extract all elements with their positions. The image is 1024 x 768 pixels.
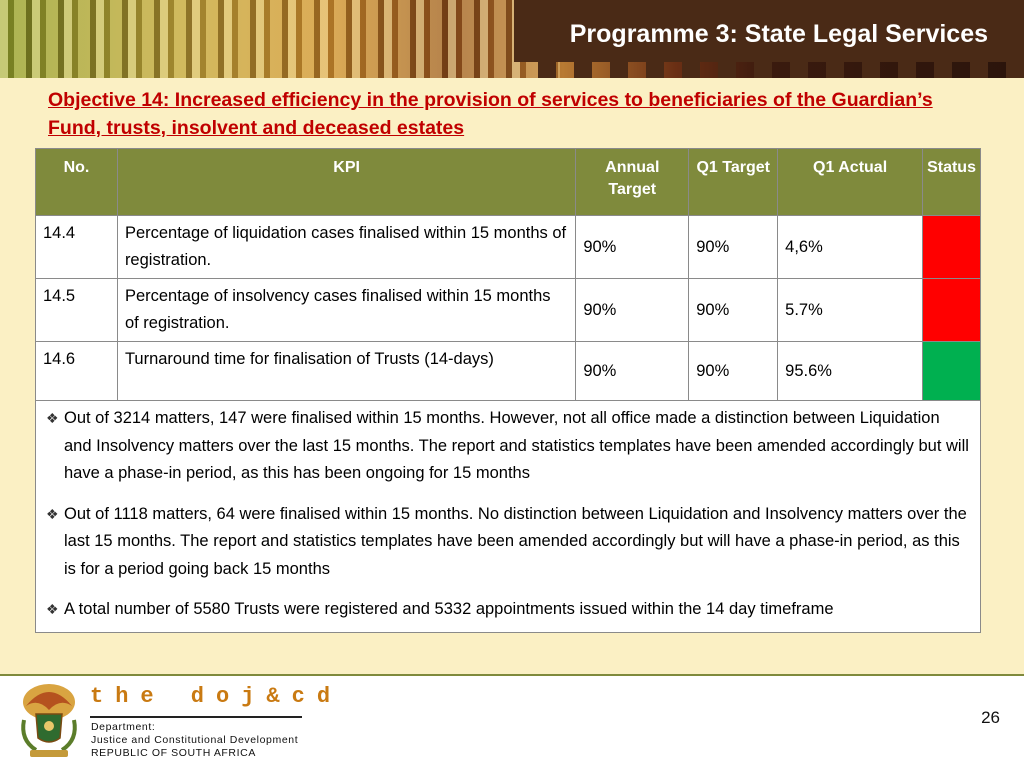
row-q1-target: 90% [689,279,778,342]
note-text: Out of 3214 matters, 147 were finalised within 15 months. However, not all office made a distinction between Liquidation and Insolvency matters over the last 15 months. The report and statistics templates have been amended accordingly but will have a phase-in period, as this has been ongoing for 15 months [64,409,969,482]
status-indicator [923,342,981,401]
slide-title: Programme 3: State Legal Services [569,20,988,48]
header-crenel [862,62,880,78]
objective-heading: Objective 14: Increased efficiency in the provision of services to beneficiaries of the Guardian’s Fund, trusts, insolvent and deceased estates [48,89,933,139]
header-crenel [826,62,844,78]
header-crenel [574,62,592,78]
table-row [36,342,981,401]
table-row [36,279,981,342]
header-crenel [970,62,988,78]
header-annual-target: Annual Target [576,149,689,216]
row-q1-target: 90% [689,342,778,401]
header-q1-target: Q1 Target [689,149,778,216]
status-indicator [923,216,981,279]
dept-line-3: REPUBLIC OF SOUTH AFRICA [91,747,256,759]
header-crenel [610,62,628,78]
row-annual-target: 90% [576,279,689,342]
note-text: Out of 1118 matters, 64 were finalised within 15 months. No distinction between Liquidation and Insolvency matters over the last 15 months. The report and statistics templates have been amended accordingly but will have a phase-in period, as this is for a period going back 15 months [64,504,967,578]
header-crenel [538,62,556,78]
doj-brand-logo-text: the doj&cd [90,684,343,709]
row-kpi: Percentage of liquidation cases finalised within 15 months of registration. [117,216,575,279]
header-crenel [934,62,952,78]
header-crenel [682,62,700,78]
dept-line-1: Department: [91,721,156,733]
header-crenel [754,62,772,78]
note-item [46,596,970,624]
table-header-row [36,149,981,216]
diamond-bullet-icon: ❖ [46,410,59,426]
row-kpi: Percentage of insolvency cases finalised within 15 months of registration. [117,279,575,342]
diamond-bullet-icon: ❖ [46,505,59,522]
row-no: 14.4 [36,216,118,279]
header-kpi: KPI [117,149,575,216]
header-crenel [790,62,808,78]
diamond-bullet-icon: ❖ [46,601,59,617]
coat-of-arms-icon [16,680,82,760]
note-item [46,405,970,488]
header-crenel [898,62,916,78]
row-kpi: Turnaround time for finalisation of Trusts (14-days) [117,342,575,401]
row-q1-actual: 4,6% [778,216,923,279]
row-q1-actual: 5.7% [778,279,923,342]
table-row [36,216,981,279]
header-no: No. [36,149,118,216]
header-q1-actual: Q1 Actual [778,149,923,216]
header-crenel [646,62,664,78]
dept-line-2: Justice and Constitutional Development [91,734,299,746]
row-annual-target: 90% [576,342,689,401]
brand-underline [90,716,302,718]
notes-cell [36,401,981,633]
status-indicator [923,279,981,342]
header-status: Status [923,149,981,216]
note-text: A total number of 5580 Trusts were registered and 5332 appointments issued within the 14 day timeframe [64,600,834,618]
header-crenel [718,62,736,78]
header-pillars-graphic [0,0,560,78]
header-crenel [1006,62,1024,78]
department-text [91,721,298,760]
note-item [46,501,970,584]
row-no: 14.5 [36,279,118,342]
row-no: 14.6 [36,342,118,401]
notes-row [36,401,981,633]
row-q1-target: 90% [689,216,778,279]
page-number: 26 [981,708,1000,727]
header-banner [0,0,1024,78]
row-annual-target: 90% [576,216,689,279]
kpi-table [35,148,981,633]
row-q1-actual: 95.6% [778,342,923,401]
